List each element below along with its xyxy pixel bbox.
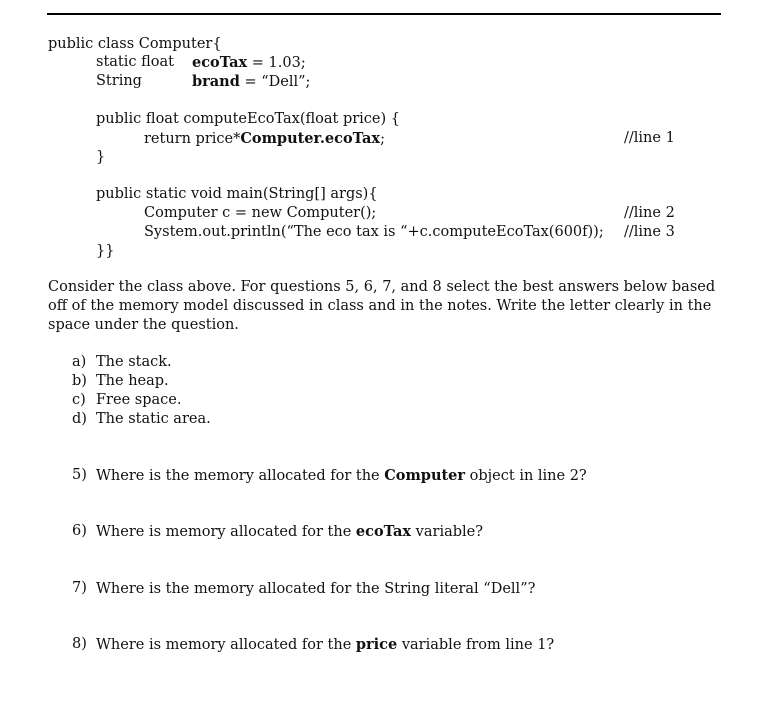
question-8-bold: price — [355, 636, 398, 653]
code-class-close: }} — [96, 243, 115, 259]
code-field-brand-name: brand — [192, 73, 240, 90]
option-c-text: Free space. — [96, 392, 182, 408]
question-8-text — [96, 635, 554, 655]
question-5-bold: Computer — [384, 467, 466, 484]
code-line2-comment: //line 2 — [624, 205, 675, 221]
code-field-brand-type: String — [96, 73, 142, 89]
question-7-number: 7) — [72, 580, 87, 596]
code-line1-comment: //line 1 — [624, 130, 675, 146]
question-8-post: variable from line 1? — [397, 637, 555, 653]
code-field-ecotax — [192, 53, 306, 73]
code-field-ecotax-name: ecoTax — [192, 54, 248, 71]
instructions-paragraph: Consider the class above. For questions 5, 6, 7, and 8 select the best answers below based off of the memory model discussed in class and in the notes. Write the letter clearly in the space under the question. — [48, 279, 716, 333]
code-return-bold: Computer.ecoTax — [240, 130, 381, 147]
question-7-pre: Where is the memory allocated for the String literal “Dell”? — [96, 581, 536, 597]
question-8-number: 8) — [72, 636, 87, 652]
option-b-text: The heap. — [96, 373, 169, 389]
code-return-suffix: ; — [380, 131, 385, 147]
question-6-pre: Where is memory allocated for the — [96, 524, 356, 540]
code-field-ecotax-type: static float — [96, 54, 174, 70]
code-main-statement-1: Computer c = new Computer(); — [144, 205, 377, 221]
code-line3-comment: //line 3 — [624, 224, 675, 240]
code-method-signature: public float computeEcoTax(float price) { — [96, 111, 401, 127]
option-c-letter: c) — [72, 392, 86, 408]
code-return-prefix: return price* — [144, 131, 241, 147]
question-8-pre: Where is memory allocated for the — [96, 637, 356, 653]
question-6-bold: ecoTax — [355, 523, 412, 540]
code-return-statement — [144, 129, 385, 149]
code-method-close: } — [96, 149, 106, 165]
question-5-pre: Where is the memory allocated for the — [96, 468, 385, 484]
option-b-letter: b) — [72, 373, 87, 389]
code-main-signature: public static void main(String[] args){ — [96, 186, 378, 202]
question-5-text — [96, 466, 587, 486]
code-field-ecotax-value: = 1.03; — [247, 55, 306, 71]
question-6-post: variable? — [411, 524, 483, 540]
question-6-text — [96, 522, 483, 542]
top-horizontal-rule — [47, 13, 721, 15]
option-a-letter: a) — [72, 354, 87, 370]
option-d-letter: d) — [72, 411, 87, 427]
code-field-brand — [192, 72, 310, 92]
question-7-text — [96, 579, 535, 599]
question-6-number: 6) — [72, 523, 87, 539]
code-main-statement-2: System.out.println(“The eco tax is “+c.computeEcoTax(600f)); — [144, 224, 604, 240]
option-a-text: The stack. — [96, 354, 172, 370]
code-class-declaration: public class Computer{ — [48, 36, 222, 52]
question-5-number: 5) — [72, 467, 87, 483]
option-d-text: The static area. — [96, 411, 211, 427]
question-5-post: object in line 2? — [465, 468, 587, 484]
code-field-brand-value: = “Dell”; — [239, 74, 311, 90]
